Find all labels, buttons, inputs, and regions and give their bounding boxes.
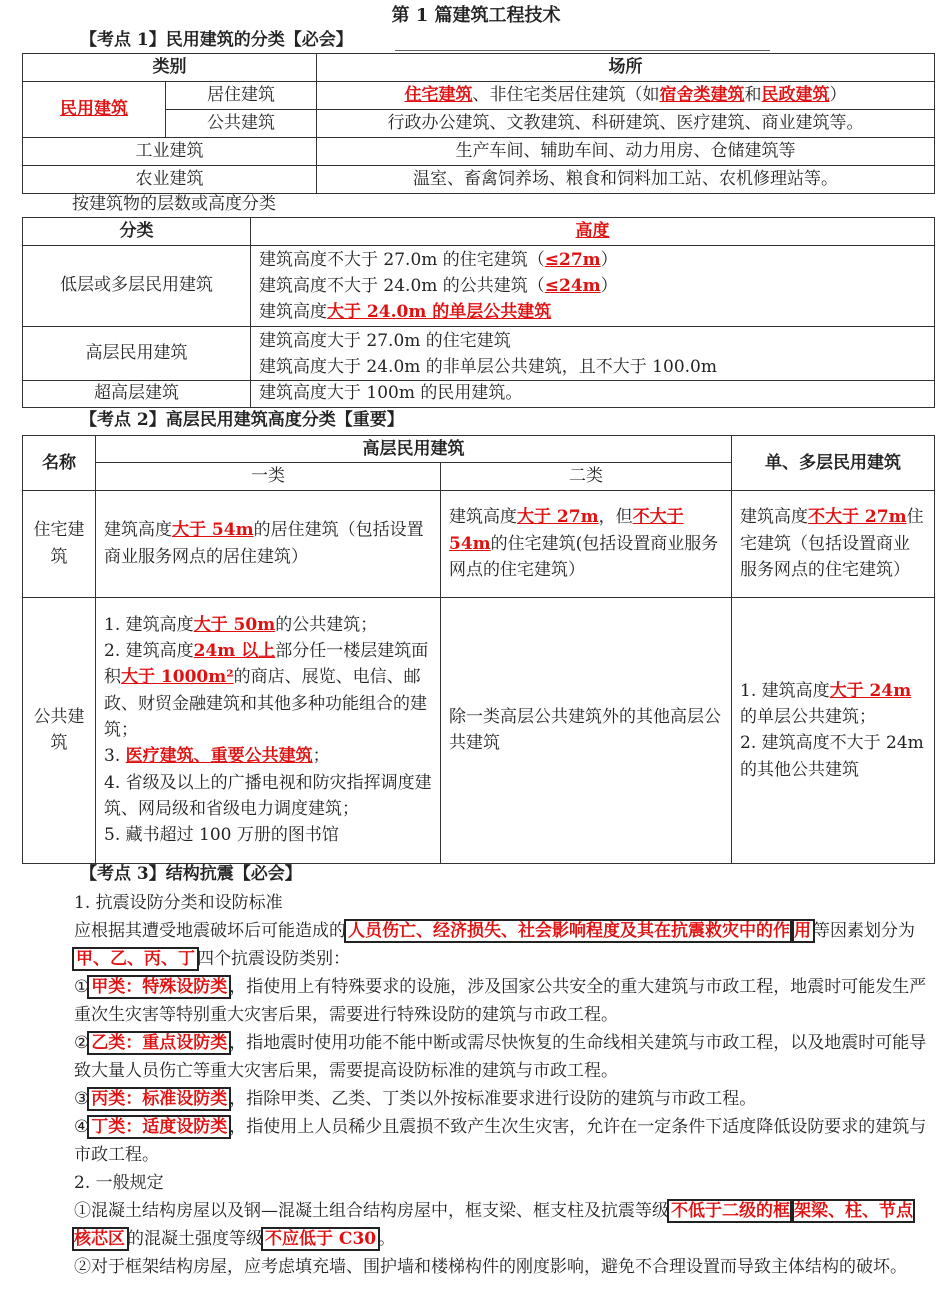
industrial-cell: 工业建筑 — [23, 138, 317, 166]
header-class-1: 一类 — [96, 463, 441, 490]
civil-building-classification-table — [22, 53, 935, 194]
low-rise-height-cell: 建筑高度不大于 27.0m 的住宅建筑（≤27m） 建筑高度不大于 24.0m 的公共建筑（≤24m） 建筑高度大于 24.0m 的单层公共建筑 — [251, 246, 935, 327]
high-rise-height-cell: 建筑高度大于 27.0m 的住宅建筑 建筑高度大于 24.0m 的非单层公共建筑，且不大于 100.0m — [251, 327, 935, 381]
document-title: 第 1 篇建筑工程技术 — [391, 5, 561, 26]
section-2-heading: 【考点 2】高层民用建筑高度分类【重要】 — [80, 410, 404, 430]
agricultural-cell: 农业建筑 — [23, 166, 317, 194]
header-class-2: 二类 — [441, 463, 732, 490]
super-high-rise-cell: 超高层建筑 — [23, 381, 251, 408]
height-classification-intro: 按建筑物的层数或高度分类 — [72, 194, 276, 214]
seismic-body — [34, 889, 928, 1281]
class-b-paragraph: ② 乙类：重点设防类 ，指地震时使用功能不能中断或需尽快恢复的生命线相关建筑与市政工程，以及地震时可能导致大量人员伤亡等重大灾害后果，需要提高设防标准的建筑与市政工程。 — [74, 1033, 927, 1081]
table-row — [23, 490, 935, 597]
table-row — [23, 381, 935, 408]
table-row — [23, 138, 935, 166]
subheading-2: 2. 一般规定 — [74, 1173, 164, 1193]
public-cell: 公共建筑 — [166, 110, 317, 138]
header-name: 名称 — [23, 436, 96, 491]
class-a-paragraph: ① 甲类：特殊设防类 ，指使用上有特殊要求的设施，涉及国家公共安全的重大建筑与市政工程，地震时可能发生严重次生灾害等特别重大灾害后果，需要进行特殊设防的建筑与市政工程。 — [74, 977, 927, 1025]
height-classification-table — [22, 217, 935, 408]
header-place: 场所 — [317, 54, 935, 82]
table-row — [23, 82, 935, 110]
class-c-paragraph: ③ 丙类：标准设防类 ，指除甲类、乙类、丁类以外按标准要求进行设防的建筑与市政工程。 — [74, 1089, 757, 1109]
super-high-rise-height-cell: 建筑高度大于 100m 的民用建筑。 — [251, 381, 935, 408]
low-rise-cell: 低层或多层民用建筑 — [23, 246, 251, 327]
heading-rule — [395, 50, 770, 51]
public-row-label: 公共建筑 — [23, 597, 96, 863]
high-rise-cell: 高层民用建筑 — [23, 327, 251, 381]
classification-paragraph: 应根据其遭受地震破坏后可能造成的 人员伤亡、经济损失、社会影响程度及其在抗震救灾中的作 用 等因素划分为甲、乙、丙、丁 四个抗震设防类别： — [74, 921, 915, 969]
residential-place-cell: 住宅建筑、非住宅类居住建筑（如宿舍类建筑和民政建筑） — [317, 82, 935, 110]
residential-row-label: 住宅建筑 — [23, 490, 96, 597]
header-high-rise: 高层民用建筑 — [96, 436, 732, 463]
subheading-1: 1. 抗震设防分类和设防标准 — [74, 893, 283, 913]
public-class-2: 除一类高层公共建筑外的其他高层公共建筑 — [441, 597, 732, 863]
table-row — [23, 218, 935, 246]
agricultural-place-cell: 温室、畜禽饲养场、粮食和饲料加工站、农机修理站等。 — [317, 166, 935, 194]
header-class: 分类 — [23, 218, 251, 246]
residential-low-rise: 建筑高度不大于 27m住宅建筑（包括设置商业服务网点的住宅建筑） — [732, 490, 935, 597]
header-low-rise: 单、多层民用建筑 — [732, 436, 935, 491]
table-row — [23, 327, 935, 381]
table-row — [23, 597, 935, 863]
public-place-cell: 行政办公建筑、文教建筑、科研建筑、医疗建筑、商业建筑等。 — [317, 110, 935, 138]
rule-1-paragraph: ①混凝土结构房屋以及钢—混凝土组合结构房屋中，框支梁、框支柱及抗震等级 不低于二级的框 架梁、柱、节点核芯区 的混凝土强度等级 不应低于 C30 。 — [74, 1201, 913, 1249]
section-3-heading: 【考点 3】结构抗震【必会】 — [80, 864, 302, 884]
table-row — [23, 54, 935, 82]
table-row — [23, 246, 935, 327]
public-class-1: 1. 建筑高度大于 50m的公共建筑； 2. 建筑高度24m 以上部分任一楼层建筑面积大于 1000m²的商店、展览、电信、邮政、财贸金融建筑和其他多种功能组合的建筑； 3. 医疗建筑、重要公共建筑； 4. 省级及以上的广播电视和防灾指挥调度建筑、网局级和省级电力调度建筑； 5. 藏书超过 100 万册的图书馆 — [96, 597, 441, 863]
residential-class-1: 建筑高度大于 54m的居住建筑（包括设置商业服务网点的居住建筑） — [96, 490, 441, 597]
table-row — [23, 166, 935, 194]
header-category: 类别 — [23, 54, 317, 82]
industrial-place-cell: 生产车间、辅助车间、动力用房、仓储建筑等 — [317, 138, 935, 166]
residential-class-2: 建筑高度大于 27m，但不大于 54m的住宅建筑(包括设置商业服务网点的住宅建筑） — [441, 490, 732, 597]
table-row — [23, 436, 935, 463]
public-low-rise: 1. 建筑高度大于 24m的单层公共建筑； 2. 建筑高度不大于 24m 的其他公共建筑 — [732, 597, 935, 863]
header-height: 高度 — [251, 218, 935, 246]
section-1-heading: 【考点 1】民用建筑的分类【必会】 — [80, 30, 353, 50]
class-d-paragraph: ④ 丁类：适度设防类 ，指使用上人员稀少且震损不致产生次生灾害，允许在一定条件下适度降低设防要求的建筑与市政工程。 — [74, 1117, 927, 1165]
high-rise-classification-table — [22, 435, 935, 864]
residential-cell: 居住建筑 — [166, 82, 317, 110]
rule-2-paragraph: ②对于框架结构房屋，应考虑填充墙、围护墙和楼梯构件的刚度影响，避免不合理设置而导致主体结构的破坏。 — [74, 1257, 907, 1277]
civil-building-cell: 民用建筑 — [23, 82, 166, 138]
